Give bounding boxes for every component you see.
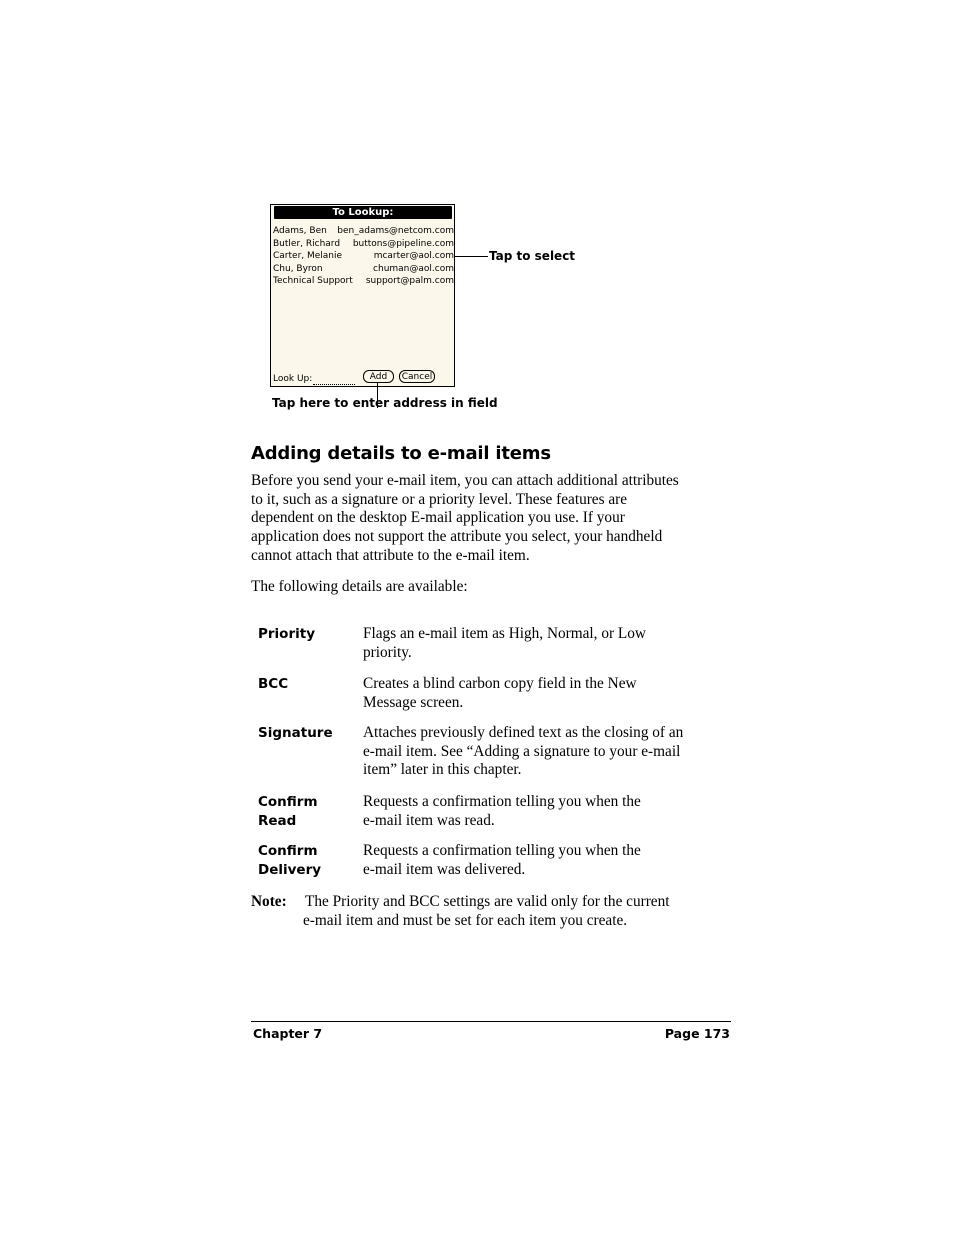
entry-email: chuman@aol.com: [373, 264, 454, 274]
desc-bcc: [363, 675, 728, 712]
intro-line: dependent on the desktop E-mail application you use. If your: [251, 509, 625, 527]
callout-line-select: [455, 256, 488, 257]
term-line: Confirm: [258, 843, 318, 859]
lookup-entry[interactable]: [273, 238, 454, 250]
entry-name: Butler, Richard: [273, 239, 341, 249]
entry-email: support@palm.com: [365, 276, 454, 286]
footer-page: Page 173: [664, 1026, 730, 1041]
intro-line: to it, such as a signature or a priority level. These features are: [251, 490, 628, 508]
callout-tap-here: Tap here to enter address in field: [272, 396, 498, 410]
lookup-title: To Lookup:: [274, 206, 452, 219]
intro-line: cannot attach that attribute to the e-mail item.: [251, 546, 530, 564]
term-bcc: [258, 675, 288, 694]
term-line: Confirm: [258, 794, 318, 810]
desc-confirm-delivery: [363, 842, 728, 879]
intro-line: Before you send your e-mail item, you can attach additional attributes: [251, 472, 679, 489]
intro-line: application does not support the attribute you select, your handheld: [251, 528, 663, 546]
desc-line: Requests a confirmation telling you when the: [363, 793, 641, 810]
lookup-input-field[interactable]: [313, 384, 355, 385]
desc-line: e-mail item was delivered.: [363, 860, 526, 878]
term-confirm-read: [258, 793, 318, 830]
lookup-label: Look Up:: [273, 374, 313, 384]
term-confirm-delivery: [258, 842, 321, 879]
desc-line: item” later in this chapter.: [363, 761, 522, 779]
lookup-entry[interactable]: [273, 263, 454, 275]
entry-name: Adams, Ben: [273, 226, 327, 236]
desc-line: Requests a confirmation telling you when the: [363, 842, 641, 859]
term-line: Signature: [258, 725, 333, 741]
entry-name: Carter, Melanie: [273, 251, 343, 261]
following-text: The following details are available:: [251, 578, 468, 595]
entry-email: ben_adams@netcom.com: [337, 226, 454, 236]
term-line: BCC: [258, 676, 289, 692]
desc-priority: [363, 625, 728, 662]
section-heading: Adding details to e-mail items: [251, 443, 551, 464]
footer-rule: [251, 1021, 731, 1022]
desc-line: e-mail item. See “Adding a signature to your e-mail: [363, 742, 681, 760]
term-signature: [258, 724, 333, 743]
desc-line: Message screen.: [363, 693, 464, 711]
entry-name: Technical Support: [273, 276, 353, 286]
note-line: The Priority and BCC settings are valid only for the current: [305, 893, 670, 910]
entry-email: buttons@pipeline.com: [352, 239, 454, 249]
lookup-screenshot: [270, 204, 455, 387]
desc-line: priority.: [363, 643, 412, 661]
lookup-entry[interactable]: [273, 250, 454, 262]
desc-line: Flags an e-mail item as High, Normal, or Low: [363, 625, 646, 642]
desc-line: Creates a blind carbon copy field in the New: [363, 675, 637, 692]
callout-tap-to-select: Tap to select: [489, 249, 576, 263]
add-button[interactable]: Add: [363, 370, 394, 383]
desc-confirm-read: [363, 793, 728, 830]
lookup-entry[interactable]: [273, 225, 454, 237]
desc-line: Attaches previously defined text as the closing of an: [363, 724, 684, 741]
entry-name: Chu, Byron: [273, 264, 323, 274]
footer-chapter: Chapter 7: [253, 1026, 323, 1041]
lookup-entry[interactable]: [273, 275, 454, 287]
term-priority: [258, 625, 315, 644]
note-line: e-mail item and must be set for each item you create.: [303, 912, 628, 929]
desc-signature: [363, 724, 728, 780]
intro-paragraph: [251, 472, 731, 566]
note-label: Note:: [251, 893, 287, 910]
cancel-button[interactable]: Cancel: [399, 370, 435, 383]
term-line: Read: [258, 812, 297, 829]
entry-email: mcarter@aol.com: [373, 251, 454, 261]
desc-line: e-mail item was read.: [363, 811, 495, 829]
term-line: Priority: [258, 626, 315, 642]
term-line: Delivery: [258, 861, 322, 878]
